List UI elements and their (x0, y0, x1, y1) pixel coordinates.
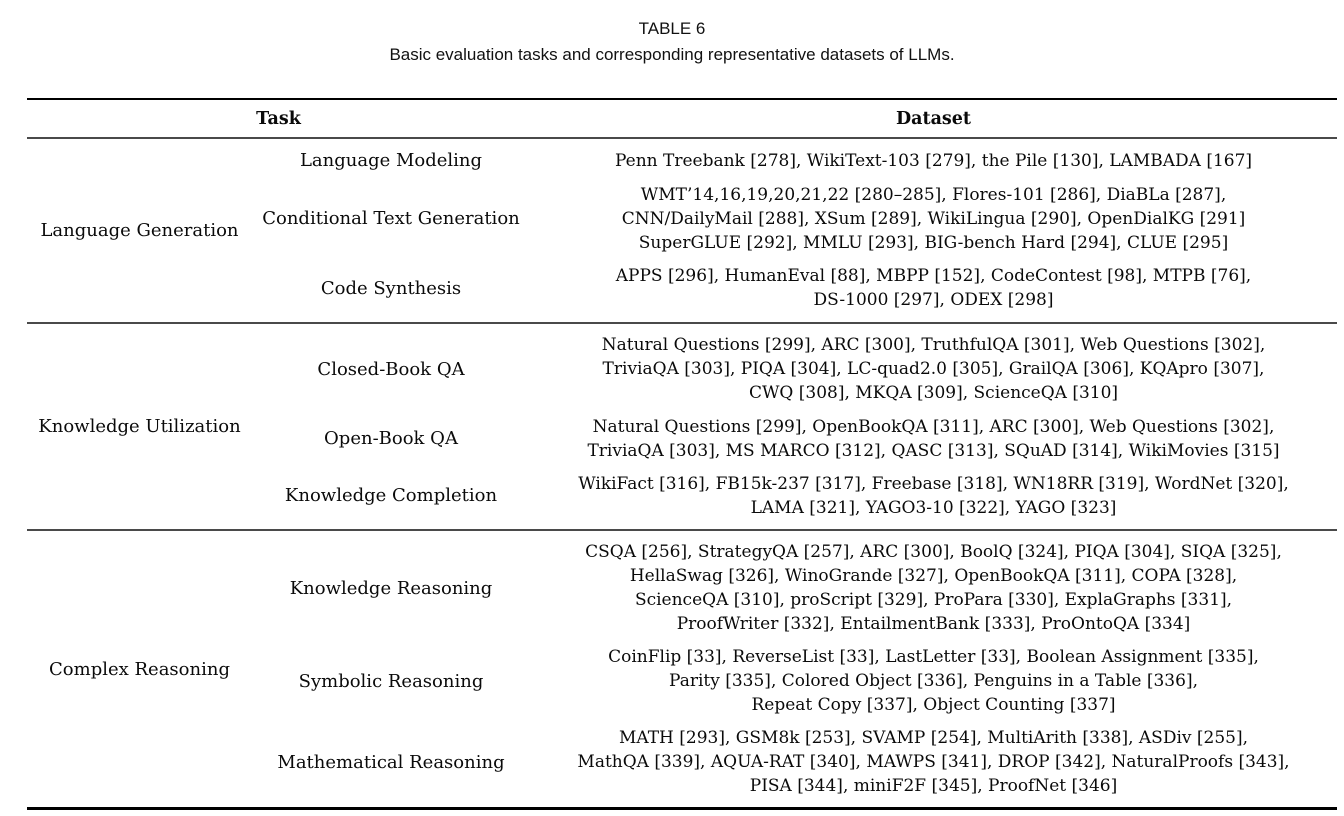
dataset-line: MATH [293], GSM8k [253], SVAMP [254], MultiArith [338], ASDiv [255], (618, 728, 1249, 748)
task-label: Knowledge Completion (284, 485, 498, 507)
header-task: Task (256, 108, 301, 129)
table-row (252, 264, 1337, 312)
datasets-table (27, 98, 1337, 810)
dataset-line: DS-1000 [297], ODEX [298] (813, 290, 1054, 311)
table-number: TABLE 6 (638, 19, 706, 38)
table-row (252, 149, 1337, 173)
table-row (252, 472, 1337, 520)
dataset-line: CoinFlip [33], ReverseList [33], LastLetter [33], Boolean Assignment [335], (608, 647, 1259, 667)
section-language-generation (27, 137, 1337, 322)
dataset-cell (530, 726, 1337, 798)
dataset-line: ProofWriter [332], EntailmentBank [333], ProOntoQA [334] (676, 614, 1191, 634)
dataset-cell (530, 472, 1337, 520)
dataset-line: Repeat Copy [337], Object Counting [337] (751, 695, 1116, 715)
task-label: Open-Book QA (324, 428, 458, 449)
section-rows (252, 531, 1337, 807)
dataset-cell (530, 415, 1337, 463)
task-label: Symbolic Reasoning (298, 670, 484, 692)
dataset-cell (530, 183, 1337, 255)
table-row (252, 415, 1337, 463)
table-row (252, 645, 1337, 717)
dataset-cell (530, 264, 1337, 312)
dataset-line: MathQA [339], AQUA-RAT [340], MAWPS [341], DROP [342], NaturalProofs [343], (577, 752, 1290, 772)
dataset-cell (530, 645, 1337, 717)
task-label: Conditional Text Generation (262, 208, 520, 229)
table-row (252, 183, 1337, 255)
dataset-line: WMT’14,16,19,20,21,22 [280–285], Flores-101 [286], DiaBLa [287], (640, 184, 1227, 205)
task-label: Closed-Book QA (317, 358, 465, 380)
task-label: Knowledge Reasoning (289, 577, 493, 599)
dataset-line: LAMA [321], YAGO3-10 [322], YAGO [323] (750, 497, 1117, 518)
section-rows (252, 324, 1337, 529)
table-caption-block (0, 16, 1344, 68)
section-rows (252, 139, 1337, 322)
dataset-line: PISA [344], miniF2F [345], ProofNet [346] (749, 776, 1118, 796)
dataset-line: TriviaQA [303], MS MARCO [312], QASC [313], SQuAD [314], WikiMovies [315] (587, 440, 1280, 461)
dataset-line: APPS [296], HumanEval [88], MBPP [152], CodeContest [98], MTPB [76], (615, 266, 1252, 287)
dataset-cell (530, 540, 1337, 636)
dataset-line: CWQ [308], MKQA [309], ScienceQA [310] (748, 383, 1119, 404)
dataset-line: HellaSwag [326], WinoGrande [327], OpenBookQA [311], COPA [328], (629, 566, 1238, 586)
dataset-line: Natural Questions [299], OpenBookQA [311], ARC [300], Web Questions [302], (592, 416, 1275, 437)
table-row (252, 333, 1337, 405)
dataset-line: SuperGLUE [292], MMLU [293], BIG-bench Hard [294], CLUE [295] (638, 232, 1229, 253)
dataset-cell (530, 333, 1337, 405)
table-row (252, 540, 1337, 636)
dataset-cell (530, 149, 1337, 173)
dataset-line: CNN/DailyMail [288], XSum [289], WikiLingua [290], OpenDialKG [291] (621, 208, 1246, 229)
table-caption: Basic evaluation tasks and corresponding representative datasets of LLMs. (389, 45, 955, 64)
dataset-line: Natural Questions [299], ARC [300], TruthfulQA [301], Web Questions [302], (601, 335, 1266, 356)
section-knowledge-utilization (27, 322, 1337, 529)
dataset-line: WikiFact [316], FB15k-237 [317], Freebase [318], WN18RR [319], WordNet [320], (578, 473, 1289, 494)
dataset-line: Penn Treebank [278], WikiText-103 [279], the Pile [130], LAMBADA [167] (614, 150, 1253, 171)
dataset-line: CSQA [256], StrategyQA [257], ARC [300], BoolQ [324], PIQA [304], SIQA [325], (585, 542, 1282, 562)
category-label: Knowledge Utilization (38, 416, 241, 437)
dataset-line: TriviaQA [303], PIQA [304], LC-quad2.0 [305], GrailQA [306], KQApro [307], (602, 359, 1265, 380)
section-complex-reasoning (27, 529, 1337, 807)
task-label: Code Synthesis (320, 277, 462, 299)
header-dataset: Dataset (895, 108, 971, 129)
task-label: Language Modeling (299, 150, 483, 172)
table-row (252, 726, 1337, 798)
table-header-row (27, 100, 1337, 137)
category-label: Complex Reasoning (49, 658, 230, 680)
task-label: Mathematical Reasoning (277, 751, 505, 773)
dataset-line: Parity [335], Colored Object [336], Penguins in a Table [336], (669, 671, 1198, 691)
dataset-line: ScienceQA [310], proScript [329], ProPara [330], ExplaGraphs [331], (634, 590, 1233, 610)
category-label: Language Generation (40, 220, 239, 241)
